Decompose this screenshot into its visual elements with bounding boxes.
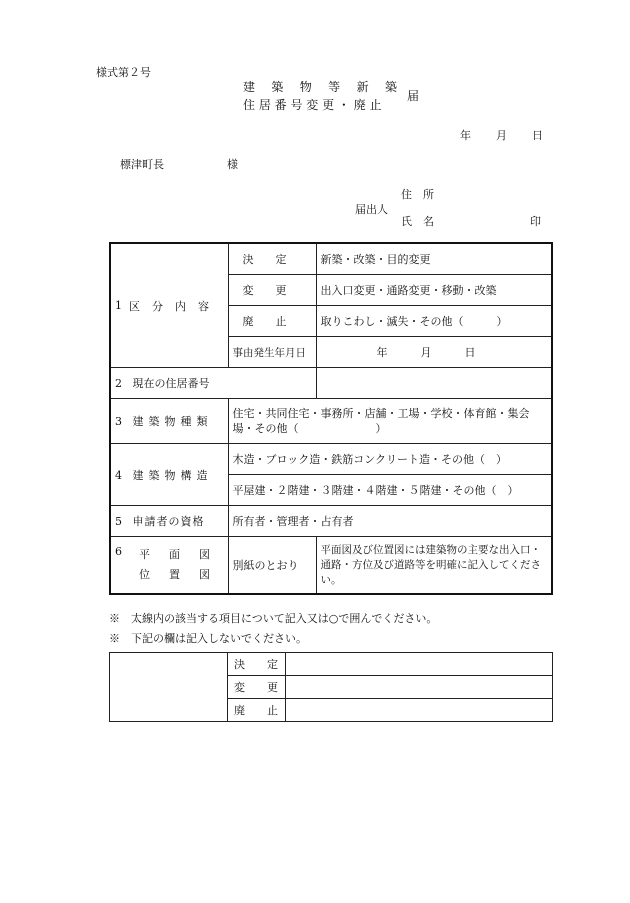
event-date-label: 事由発生年月日 <box>228 337 316 368</box>
structure-material-value[interactable]: 木造・ブロック造・鉄筋コンクリート造・その他（ ） <box>228 444 552 475</box>
section-number: 2 <box>115 377 122 390</box>
title-line-2: 住 居 番 号 変 更 ・ 廃 止 <box>243 98 382 112</box>
title-char: 築 <box>271 80 284 94</box>
category-abolish-value[interactable]: 取りこわし・滅失・その他（ ） <box>316 306 552 337</box>
section-4-label <box>110 444 228 506</box>
section-label: 建築物種類 <box>132 415 213 428</box>
section-number: 1 <box>115 299 122 312</box>
section-label: 現在の住居番号 <box>132 377 210 390</box>
structure-floors-value[interactable]: 平屋建・２階建・３階建・４階建・５階建・その他（ ） <box>228 475 552 506</box>
section-3-label <box>110 399 228 444</box>
category-change-label <box>228 275 316 306</box>
note-instruction: ※ 太線内の該当する項目について記入又は○で囲んでください。 <box>109 612 438 625</box>
addressee-honorific: 様 <box>227 158 238 171</box>
current-address-number-value[interactable] <box>316 368 552 399</box>
section-2-label <box>110 368 316 399</box>
office-change-label: 変 更 <box>228 676 286 699</box>
office-abolish-value <box>286 699 553 722</box>
category-decision-value[interactable]: 新築・改築・目的変更 <box>316 243 552 275</box>
section-1-label <box>110 243 228 368</box>
title-suffix: 届 <box>407 89 420 103</box>
note-office-use: ※ 下記の欄は記入しないでください。 <box>109 632 307 645</box>
cell-label: 決 定 <box>242 253 287 266</box>
form-number: 様式第２号 <box>96 66 151 79</box>
section-6-label <box>110 537 228 595</box>
applicant-label: 届出人 <box>355 203 388 216</box>
cell-label: 廃 止 <box>242 315 287 328</box>
building-type-value[interactable]: 住宅・共同住宅・事務所・店舗・工場・学校・体育館・集会場・その他（ ） <box>228 399 552 444</box>
office-use-table <box>109 652 553 722</box>
section-5-label <box>110 506 228 537</box>
section-number: 6 <box>115 545 122 558</box>
category-decision-label <box>228 243 316 275</box>
office-decision-value <box>286 653 553 676</box>
floor-plan-label: 平 面 図 <box>139 548 214 561</box>
section-label: 建築物構造 <box>132 468 213 482</box>
attachment-note: 別紙のとおり <box>228 537 316 595</box>
category-change-value[interactable]: 出入口変更・通路変更・移動・改築 <box>316 275 552 306</box>
office-blank-cell <box>110 653 228 722</box>
section-label: 申請者の資格 <box>132 515 205 528</box>
name-label: 氏 名 <box>401 215 434 228</box>
title-char: 築 <box>384 80 397 94</box>
applicant-qualification-value[interactable]: 所有者・管理者・占有者 <box>228 506 552 537</box>
address-label: 住 所 <box>401 188 434 201</box>
office-change-value <box>286 676 553 699</box>
title-char: 建 <box>243 80 256 94</box>
title-char: 物 <box>299 80 312 94</box>
date-line: 年 月 日 <box>460 129 544 142</box>
section-number: 4 <box>115 468 122 482</box>
event-date-value[interactable]: 年 月 日 <box>316 337 552 368</box>
office-decision-label: 決 定 <box>228 653 286 676</box>
section-label: 区分内容 <box>129 299 221 313</box>
title-line-1 <box>243 78 397 95</box>
office-abolish-label: 廃 止 <box>228 699 286 722</box>
section-number: 5 <box>115 515 122 528</box>
title-char: 新 <box>356 80 369 94</box>
category-abolish-label <box>228 306 316 337</box>
addressee-name: 標津町長 <box>120 158 164 171</box>
seal-mark: 印 <box>530 215 541 228</box>
section-number: 3 <box>115 415 122 428</box>
location-map-label: 位 置 図 <box>139 568 214 581</box>
title-char: 等 <box>328 80 341 94</box>
main-form-table <box>109 242 553 595</box>
cell-label: 変 更 <box>242 284 287 297</box>
drawing-instructions: 平面図及び位置図には建築物の主要な出入口・通路・方位及び道路等を明確に記入してください。 <box>316 537 552 595</box>
